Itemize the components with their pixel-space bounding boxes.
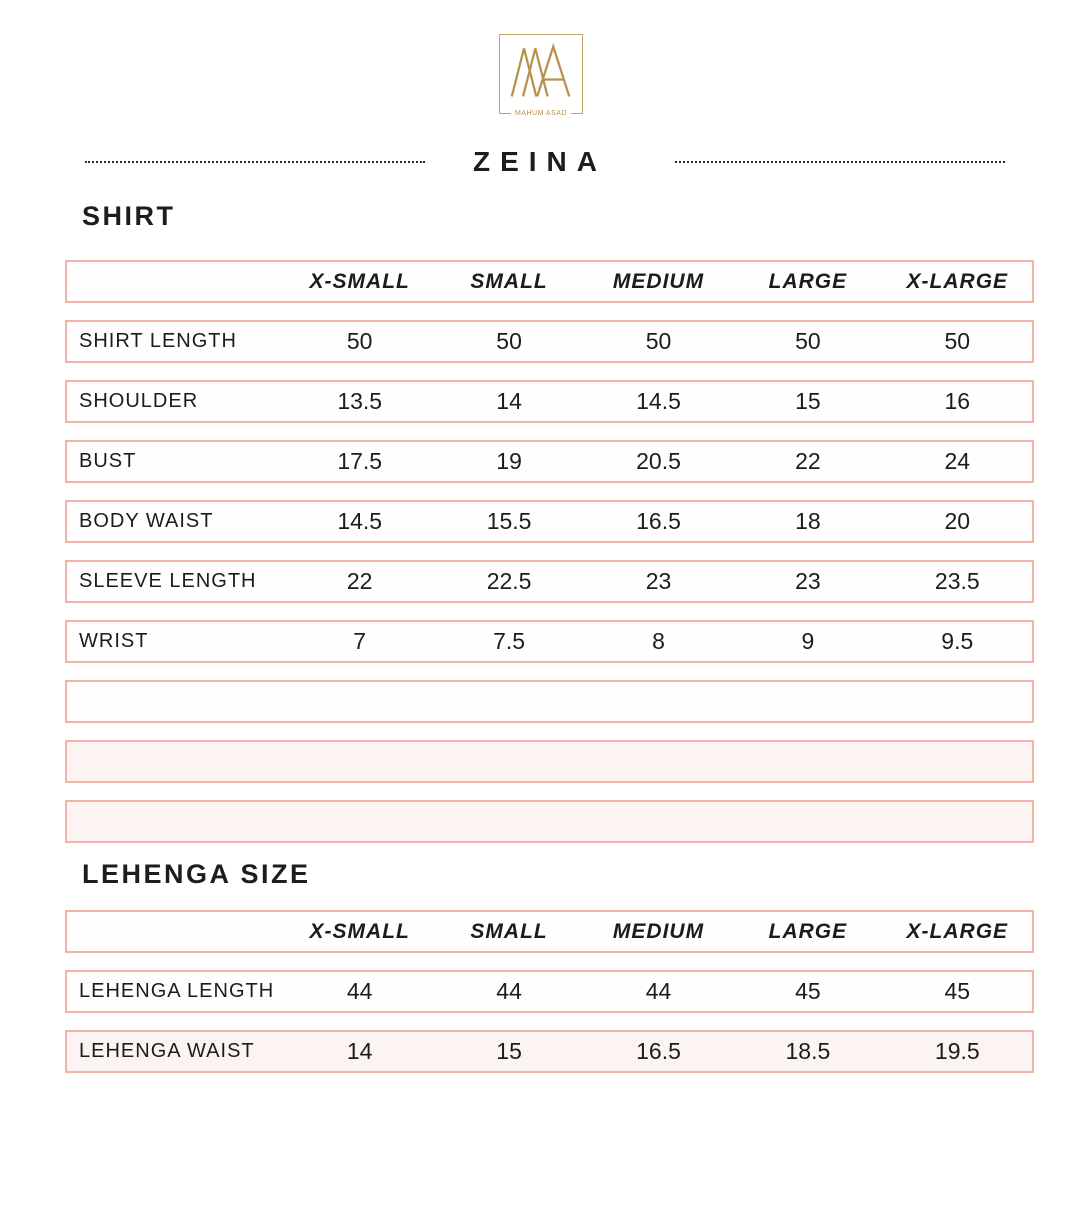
size-value: 9.5 — [941, 628, 974, 654]
row-label: BODY WAIST — [79, 510, 214, 532]
column-header-x-small: X-SMALL — [309, 919, 410, 943]
size-value: 22.5 — [486, 568, 532, 594]
lehenga-section-heading: LEHENGA SIZE — [82, 859, 311, 889]
size-value: 16.5 — [636, 1038, 681, 1064]
size-value: 23 — [645, 568, 672, 594]
row-label: WRIST — [79, 630, 149, 652]
row-label: LEHENGA WAIST — [79, 1040, 255, 1062]
dotted-rule-right — [675, 161, 1005, 163]
page-title: ZEINA — [473, 146, 607, 177]
column-header-medium: MEDIUM — [612, 919, 705, 943]
empty-row — [65, 680, 1034, 723]
size-value: 20.5 — [636, 448, 681, 474]
size-value: 7 — [353, 628, 367, 654]
size-value: 19.5 — [934, 1038, 980, 1064]
brand-logo — [499, 34, 583, 117]
size-value: 17.5 — [337, 448, 383, 474]
size-value: 14.5 — [337, 508, 383, 534]
size-value: 24 — [944, 448, 971, 474]
column-header-medium: MEDIUM — [612, 269, 705, 293]
column-header-x-large: X-LARGE — [906, 269, 1009, 293]
column-header-large: LARGE — [768, 269, 848, 293]
size-value: 16.5 — [636, 508, 681, 534]
table-row-shirt-length — [65, 320, 1034, 363]
size-value: 18 — [795, 508, 821, 534]
row-label: BUST — [79, 450, 137, 472]
size-value: 14.5 — [636, 388, 681, 414]
size-value: 44 — [496, 978, 522, 1004]
size-value: 23 — [795, 568, 821, 594]
size-value: 50 — [944, 328, 971, 354]
size-value: 44 — [645, 978, 672, 1004]
table-row-lehenga-length — [65, 970, 1034, 1013]
column-header-small: SMALL — [470, 269, 548, 293]
table-row-wrist — [65, 620, 1034, 663]
size-value: 14 — [496, 388, 522, 414]
table-row-bust — [65, 440, 1034, 483]
column-header-large: LARGE — [768, 919, 848, 943]
size-value: 15.5 — [486, 508, 532, 534]
size-value: 15 — [795, 388, 821, 414]
size-value: 16 — [944, 388, 971, 414]
row-label: SHIRT LENGTH — [79, 330, 237, 352]
table-row-body-waist — [65, 500, 1034, 543]
size-value: 9 — [801, 628, 815, 654]
ma-monogram-icon — [508, 43, 574, 99]
row-label: SLEEVE LENGTH — [79, 570, 257, 592]
brand-name: MAHUM ASAD — [511, 110, 571, 117]
size-value: 14 — [346, 1038, 373, 1064]
empty-row — [65, 800, 1034, 843]
column-header-x-large: X-LARGE — [906, 919, 1009, 943]
column-header-x-small: X-SMALL — [309, 269, 410, 293]
size-value: 19 — [496, 448, 522, 474]
lehenga-table-header-row — [65, 910, 1034, 953]
size-value: 50 — [795, 328, 821, 354]
size-value: 45 — [944, 978, 971, 1004]
size-value: 15 — [496, 1038, 522, 1064]
size-value: 45 — [795, 978, 821, 1004]
size-value: 50 — [496, 328, 522, 354]
row-label: SHOULDER — [79, 390, 199, 412]
table-row-lehenga-waist — [65, 1030, 1034, 1073]
empty-row — [65, 740, 1034, 783]
shirt-section-heading: SHIRT — [82, 201, 176, 231]
table-row-sleeve-length — [65, 560, 1034, 603]
size-value: 22 — [795, 448, 821, 474]
size-value: 8 — [652, 628, 665, 654]
size-value: 50 — [645, 328, 672, 354]
size-value: 18.5 — [785, 1038, 831, 1064]
size-value: 13.5 — [337, 388, 383, 414]
size-value: 44 — [346, 978, 373, 1004]
size-value: 7.5 — [493, 628, 526, 654]
size-value: 50 — [346, 328, 373, 354]
size-value: 23.5 — [934, 568, 980, 594]
lehenga-size-table — [65, 910, 1034, 1090]
shirt-table-header-row — [65, 260, 1034, 303]
column-header-small: SMALL — [470, 919, 548, 943]
size-value: 20 — [944, 508, 971, 534]
size-value: 22 — [346, 568, 373, 594]
shirt-size-table — [65, 260, 1034, 860]
row-label: LEHENGA LENGTH — [79, 980, 275, 1002]
table-row-shoulder — [65, 380, 1034, 423]
